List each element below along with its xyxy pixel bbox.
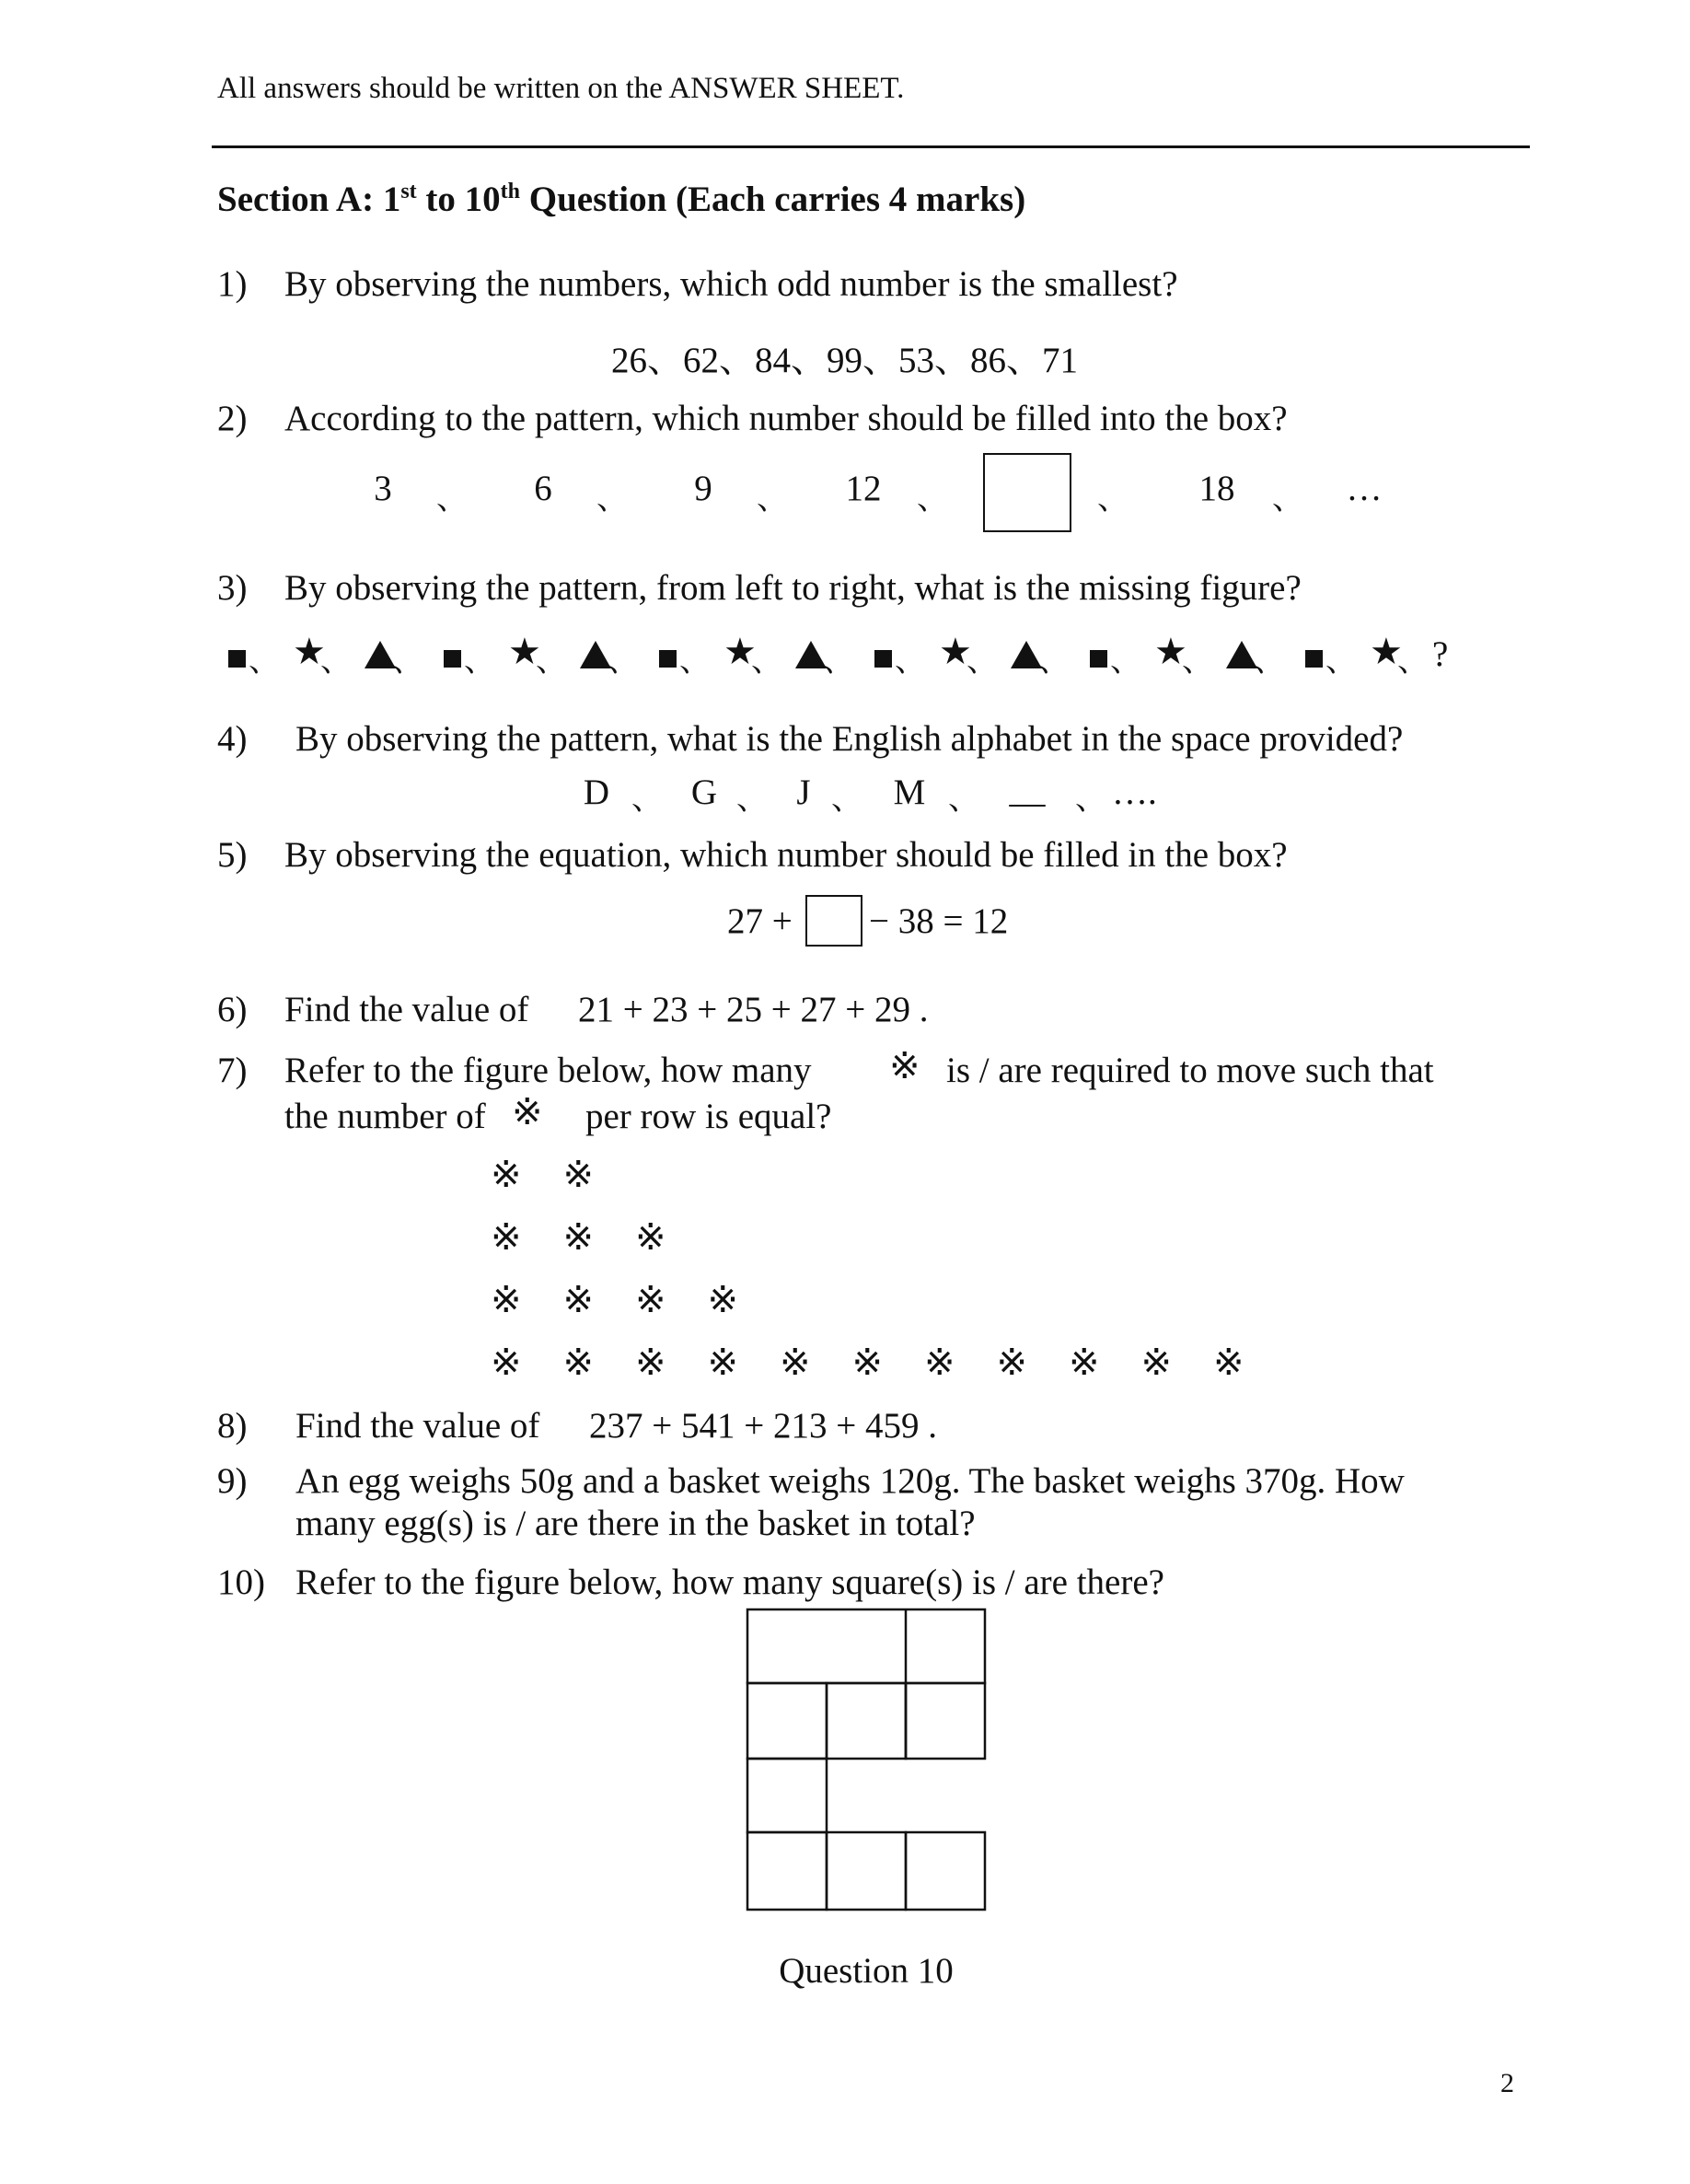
q4-separator: 、 (1075, 783, 1106, 817)
q4-separator: 、 (831, 783, 862, 817)
q8-text: Find the value of (295, 1406, 540, 1446)
section-sup-1: st (400, 180, 417, 203)
section-suffix: Question (Each carries 4 marks) (520, 180, 1026, 219)
q4-ellipsis: …. (1112, 773, 1157, 812)
square-cell (906, 1683, 985, 1759)
answer-sheet-note: All answers should be written on the ANSWER SHEET. (217, 72, 905, 105)
square-cell (747, 1759, 827, 1832)
q9-line2: many egg(s) is / are there in the basket in total? (295, 1504, 976, 1543)
q4-text: By observing the pattern, what is the English alphabet in the space provided? (295, 719, 1404, 759)
square-shape (228, 650, 246, 668)
q3-separator: 、 (751, 645, 782, 679)
square-cell (827, 1683, 906, 1759)
star-shape: ★ (508, 631, 541, 673)
star-shape: ★ (723, 631, 757, 673)
reference-mark-symbol: ※ (491, 1216, 522, 1259)
reference-mark-symbol: ※ (707, 1279, 739, 1321)
q7-inline-symbol: ※ (889, 1045, 920, 1087)
star-shape: ★ (1370, 631, 1403, 673)
q3-separator: 、 (823, 645, 854, 679)
q3-separator: 、 (392, 645, 423, 679)
q2-item: 6 (534, 469, 552, 508)
q2-item: 3 (374, 469, 392, 508)
q2-item: 18 (1198, 469, 1235, 508)
q3-separator: 、 (464, 645, 495, 679)
q6-text: Find the value of (284, 990, 529, 1029)
header-divider (212, 145, 1530, 148)
q3-separator: 、 (1325, 645, 1357, 679)
reference-mark-symbol: ※ (635, 1279, 666, 1321)
q4-letter: J (796, 773, 811, 812)
q3-text: By observing the pattern, from left to right, what is the missing figure? (284, 568, 1302, 608)
square-cell (747, 1609, 985, 1683)
star-shape: ★ (939, 631, 972, 673)
q5-equation-right: − 38 = 12 (869, 901, 1009, 941)
q2-number: 2) (217, 399, 248, 438)
triangle-shape (365, 641, 396, 668)
q3-separator: 、 (895, 645, 926, 679)
reference-mark-symbol: ※ (562, 1216, 595, 1259)
reference-mark-symbol: ※ (707, 1342, 739, 1384)
reference-mark-symbol: ※ (562, 1342, 595, 1384)
q3-number: 3) (217, 568, 248, 608)
square-cell (906, 1832, 985, 1910)
q3-separator: 、 (536, 645, 567, 679)
q2-item: 12 (845, 469, 882, 508)
reference-mark-symbol: ※ (924, 1342, 955, 1384)
section-prefix: Section A: 1 (217, 180, 401, 219)
q4-separator: 、 (736, 783, 768, 817)
reference-mark-symbol: ※ (491, 1342, 522, 1384)
triangle-shape (1226, 641, 1257, 668)
q3-question-mark: ? (1432, 634, 1449, 674)
q2-answer-box (983, 453, 1071, 532)
reference-mark-symbol: ※ (1140, 1342, 1173, 1384)
reference-mark-symbol: ※ (491, 1279, 522, 1321)
q4-letter: M (893, 773, 926, 812)
q7-number: 7) (217, 1051, 248, 1090)
q3-separator: 、 (1038, 645, 1070, 679)
q6-number: 6) (217, 990, 248, 1029)
q10-number: 10) (217, 1562, 265, 1602)
q7-line2-b: per row is equal? (585, 1097, 832, 1136)
q3-separator: 、 (1254, 645, 1285, 679)
q4-number: 4) (217, 719, 248, 759)
q2-separator: 、 (436, 482, 468, 517)
q2-separator: 、 (1272, 482, 1303, 517)
reference-mark-symbol: ※ (1069, 1342, 1100, 1384)
q7-line1-a: Refer to the figure below, how many (284, 1051, 812, 1090)
triangle-shape (580, 641, 611, 668)
q4-blank: __ (1009, 771, 1046, 810)
q8-number: 8) (217, 1406, 248, 1446)
q3-separator: 、 (608, 645, 639, 679)
reference-mark-symbol: ※ (635, 1216, 666, 1259)
reference-mark-symbol: ※ (996, 1342, 1028, 1384)
reference-mark-symbol: ※ (635, 1342, 666, 1384)
q7-inline-symbol: ※ (512, 1091, 543, 1133)
q3-separator: 、 (1182, 645, 1213, 679)
reference-mark-symbol: ※ (1213, 1342, 1244, 1384)
q5-number: 5) (217, 835, 248, 875)
q1-text: By observing the numbers, which odd number is the smallest? (284, 264, 1178, 304)
q3-separator: 、 (1110, 645, 1141, 679)
q7-line2-a: the number of (284, 1097, 486, 1136)
reference-mark-symbol: ※ (851, 1342, 884, 1384)
q5-answer-box (805, 895, 862, 947)
q3-separator: 、 (249, 645, 280, 679)
q2-item: 9 (694, 469, 712, 508)
reference-mark-symbol: ※ (780, 1342, 811, 1384)
square-shape (444, 650, 461, 668)
square-shape (1305, 650, 1323, 668)
q2-separator: 、 (596, 482, 628, 517)
q1-number-list: 26、62、84、99、53、86、71 (611, 341, 1079, 380)
triangle-shape (795, 641, 827, 668)
q4-separator: 、 (631, 783, 663, 817)
reference-mark-symbol: ※ (491, 1154, 522, 1196)
q1-number: 1) (217, 264, 248, 304)
section-title (217, 179, 1025, 220)
q4-letter: G (690, 773, 718, 812)
q5-equation-left: 27 + (727, 901, 793, 941)
square-shape (874, 650, 892, 668)
square-cell (827, 1832, 906, 1910)
page-number: 2 (1500, 2068, 1514, 2098)
square-shape (1090, 650, 1107, 668)
section-sup-2: th (500, 180, 521, 203)
reference-mark-symbol: ※ (562, 1279, 595, 1321)
section-mid: to 10 (416, 180, 501, 219)
q7-line1-b: is / are required to move such that (946, 1051, 1434, 1090)
q3-separator: 、 (1397, 645, 1429, 679)
q10-caption: Question 10 (779, 1951, 954, 1991)
square-cell (747, 1832, 827, 1910)
q10-square-figure (746, 1608, 989, 1913)
square-shape (659, 650, 677, 668)
reference-mark-symbol: ※ (562, 1154, 595, 1196)
q9-line1: An egg weighs 50g and a basket weighs 120g. The basket weighs 370g. How (295, 1461, 1405, 1501)
q10-text: Refer to the figure below, how many square(s) is / are there? (295, 1562, 1164, 1602)
q2-item: … (1346, 469, 1383, 508)
square-cell (747, 1683, 827, 1759)
q3-separator: 、 (679, 645, 711, 679)
star-shape: ★ (293, 631, 326, 673)
q4-letter: D (583, 773, 610, 812)
q4-separator: 、 (948, 783, 979, 817)
star-shape: ★ (1154, 631, 1187, 673)
q8-expression: 237 + 541 + 213 + 459 . (589, 1406, 937, 1446)
q6-expression: 21 + 23 + 25 + 27 + 29 . (578, 990, 929, 1029)
q2-text: According to the pattern, which number should be filled into the box? (284, 399, 1288, 438)
q5-text: By observing the equation, which number should be filled in the box? (284, 835, 1288, 875)
q3-separator: 、 (967, 645, 998, 679)
q9-number: 9) (217, 1461, 248, 1501)
q2-separator: 、 (757, 482, 788, 517)
q3-separator: 、 (320, 645, 352, 679)
triangle-shape (1011, 641, 1042, 668)
q2-separator: 、 (1097, 482, 1129, 517)
q2-separator: 、 (917, 482, 948, 517)
